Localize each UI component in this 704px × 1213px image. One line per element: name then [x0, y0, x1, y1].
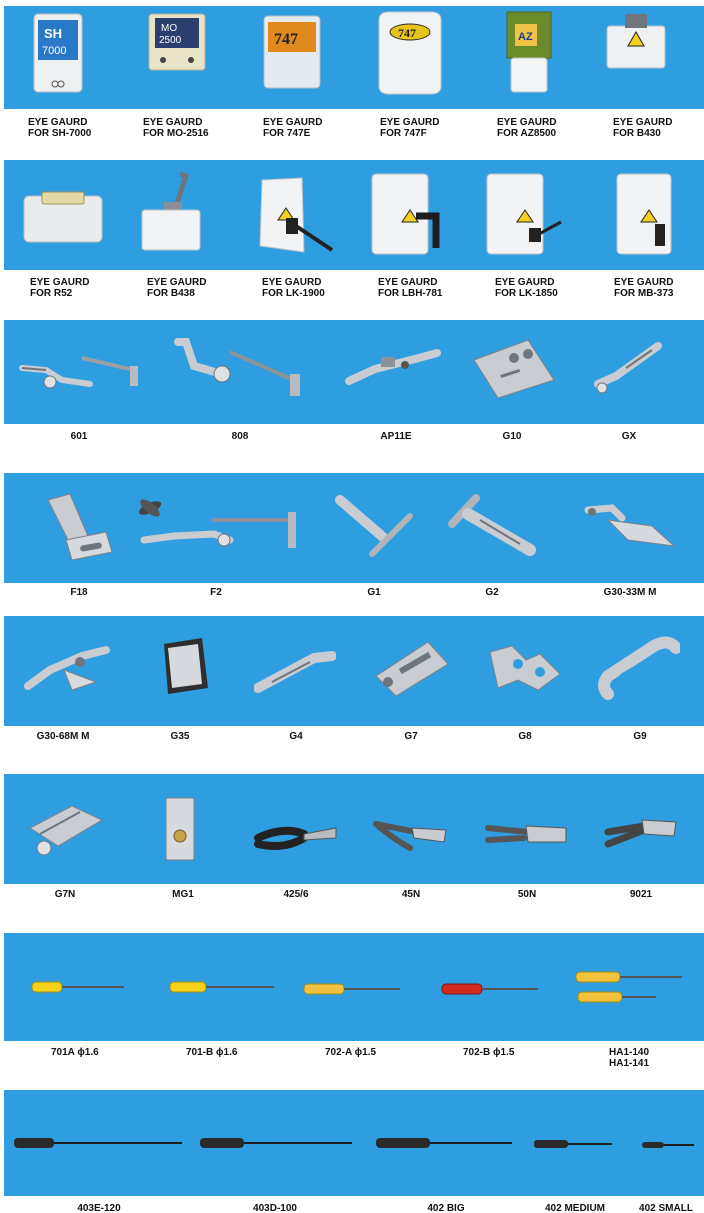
- folder-attachment-ap11e-icon: [345, 345, 441, 391]
- item-label: 50N: [517, 889, 537, 900]
- item-label: G30-33M M: [603, 587, 657, 598]
- item-label: G7: [404, 731, 418, 742]
- svg-text:MO: MO: [161, 23, 178, 34]
- item-label: 402 BIG: [427, 1203, 465, 1213]
- guide-g2-icon: [446, 494, 538, 558]
- eye-guard-sh7000-icon: [32, 12, 84, 96]
- guide-g1-icon: [334, 494, 414, 558]
- eye-guard-mo2516-icon: [147, 12, 207, 72]
- screwdriver-701b-icon: [168, 980, 276, 994]
- item-label: 45N: [401, 889, 421, 900]
- guide-f2-icon: [134, 494, 298, 556]
- screwdriver-402-big-icon: [374, 1136, 514, 1150]
- item-label: EYE GAURD FOR LK-1900: [262, 277, 325, 299]
- item-label: G35: [170, 731, 190, 742]
- item-label: 402 MEDIUM: [544, 1203, 606, 1213]
- item-label: EYE GAURD FOR SH-7000: [28, 117, 92, 139]
- svg-text:747: 747: [274, 31, 298, 48]
- item-label: 601: [70, 431, 88, 442]
- item-label: G7N: [54, 889, 76, 900]
- svg-text:747: 747: [398, 26, 416, 40]
- eye-guard-lk1900-icon: [256, 176, 336, 260]
- screwdriver-403d-100-icon: [198, 1136, 354, 1150]
- guide-g35-icon: [158, 634, 212, 698]
- magnetic-guide-mg1-icon: [162, 796, 198, 864]
- svg-text:SH: SH: [44, 26, 63, 41]
- item-label: F18: [70, 587, 88, 598]
- item-label: G4: [289, 731, 303, 742]
- item-label: 808: [231, 431, 249, 442]
- svg-text:7000: 7000: [42, 45, 67, 57]
- item-label: AP11E: [380, 431, 412, 442]
- item-label: GX: [621, 431, 637, 442]
- punch-pliers-9021-icon: [604, 812, 680, 852]
- eye-guard-r52-icon: [22, 190, 104, 244]
- item-label: EYE GAURD FOR R52: [30, 277, 90, 299]
- screwdriver-702a-icon: [302, 982, 402, 996]
- item-label: EYE GAURD FOR AZ8500: [497, 117, 557, 139]
- item-label: 702-A ϕ1.5: [325, 1047, 377, 1058]
- guide-g7n-icon: [24, 800, 106, 860]
- item-label: G30-68M M: [36, 731, 90, 742]
- guide-gx-icon: [592, 340, 672, 396]
- item-label: HA1-140 HA1-141: [609, 1047, 650, 1069]
- item-label: 403E-120: [77, 1203, 121, 1213]
- product-band-2: [4, 160, 704, 270]
- product-band-1: [4, 6, 704, 109]
- eye-guard-az8500-icon: [505, 10, 553, 94]
- screwdriver-701a-icon: [30, 980, 126, 994]
- eye-guard-lk1850-icon: [485, 172, 565, 256]
- screwdriver-402-small-icon: [640, 1140, 696, 1150]
- item-label: EYE GAURD FOR LBH-781: [378, 277, 443, 299]
- item-label: G1: [367, 587, 381, 598]
- screwdriver-402-medium-icon: [532, 1138, 614, 1150]
- pliers-425-6-icon: [254, 816, 340, 852]
- item-label: 403D-100: [253, 1203, 297, 1213]
- eye-guard-747f-icon: [375, 10, 445, 96]
- item-label: EYE GAURD FOR B430: [613, 117, 673, 139]
- item-label: 701-B ϕ1.6: [186, 1047, 238, 1058]
- eye-guard-mb373-icon: [615, 172, 675, 256]
- item-label: 702-B ϕ1.5: [463, 1047, 515, 1058]
- screwdriver-702b-icon: [440, 982, 540, 996]
- item-label: 701A ϕ1.6: [51, 1047, 99, 1058]
- item-label: G10: [502, 431, 522, 442]
- item-label: 425/6: [283, 889, 309, 900]
- guide-g30-68mm-icon: [24, 644, 110, 692]
- needle-plate-g10-icon: [470, 338, 556, 400]
- guide-g7-icon: [370, 636, 452, 702]
- guide-g8-icon: [484, 640, 568, 698]
- guide-g30-33mm-icon: [582, 500, 678, 550]
- item-label: F2: [210, 587, 222, 598]
- eye-guard-747e-icon: [262, 14, 322, 92]
- screwdriver-403e-120-icon: [12, 1136, 184, 1150]
- item-label: EYE GAURD FOR B438: [147, 277, 207, 299]
- punch-pliers-50n-icon: [484, 814, 570, 854]
- item-label: MG1: [172, 889, 194, 900]
- eye-guard-lbh781-icon: [370, 172, 450, 256]
- guide-g9-icon: [598, 636, 680, 700]
- product-band-6: [4, 774, 704, 884]
- item-label: EYE GAURD FOR 747E: [263, 117, 323, 139]
- folder-attachment-601-icon: [16, 340, 140, 396]
- item-label: G9: [633, 731, 647, 742]
- item-label: G2: [485, 587, 499, 598]
- item-label: 9021: [629, 889, 653, 900]
- item-label: 402 SMALL: [639, 1203, 693, 1213]
- guide-f18-icon: [40, 492, 116, 564]
- eye-guard-b438-icon: [140, 172, 202, 252]
- guide-g4-icon: [254, 646, 336, 696]
- eye-guard-b430-icon: [605, 12, 667, 70]
- item-label: EYE GAURD FOR LK-1850: [495, 277, 558, 299]
- item-label: G8: [518, 731, 532, 742]
- item-label: EYE GAURD FOR MB-373: [614, 277, 674, 299]
- screwdrivers-ha1-icon: [574, 970, 684, 1006]
- punch-pliers-45n-icon: [372, 814, 450, 854]
- svg-text:2500: 2500: [159, 35, 182, 46]
- item-label: EYE GAURD FOR 747F: [380, 117, 440, 139]
- svg-text:AZ: AZ: [518, 31, 533, 43]
- item-label: EYE GAURD FOR MO-2516: [143, 117, 209, 139]
- folder-attachment-808-icon: [172, 338, 310, 400]
